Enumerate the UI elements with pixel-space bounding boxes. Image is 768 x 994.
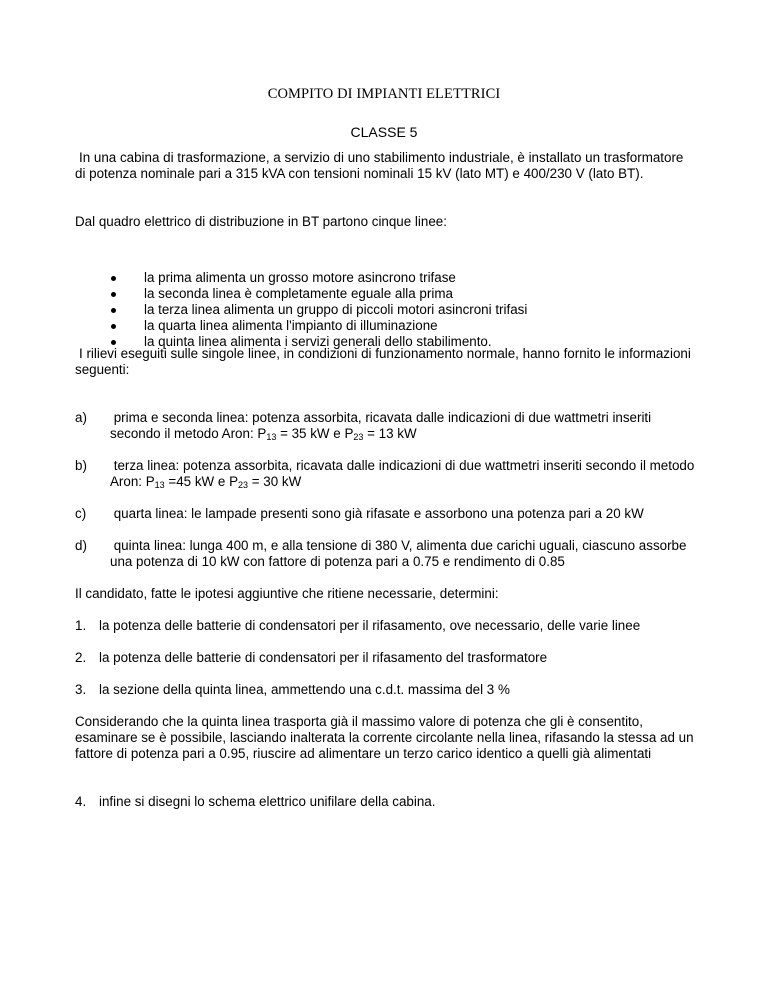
question-text: la sezione della quinta linea, ammettendo una c.d.t. massima del 3 % <box>99 682 510 697</box>
considerando-paragraph: Considerando che la quinta linea trasporta già il massimo valore di potenza che gli è consentito, esaminare se è possibile, lasciando inalterata la corrente circolante nella linea, rifasando la stessa ad un fattore di potenza pari a 0.95, riuscire ad alimentare un terzo carico identico a quelli già alimentati <box>75 714 694 761</box>
item-text: quarta linea: le lampade presenti sono già rifasate e assorbono una potenza pari a 20 kW <box>113 506 644 521</box>
candidato-paragraph: Il candidato, fatte le ipotesi aggiuntive che ritiene necessarie, determini: <box>75 586 499 601</box>
bullet-icon <box>111 276 116 281</box>
question-text: la potenza delle batterie di condensatori per il rifasamento del trasformatore <box>99 650 548 665</box>
bullet-icon <box>111 308 116 313</box>
question-label: 4. <box>75 794 87 809</box>
lines-list <box>108 270 668 350</box>
item-label: c) <box>75 506 87 521</box>
question-text: infine si disegni lo schema elettrico unifilare della cabina. <box>99 794 436 809</box>
intro-paragraph: In una cabina di trasformazione, a servizio di uno stabilimento industriale, è installato un trasformatore di potenza nominale pari a 315 kVA con tensioni nominali 15 kV (lato MT) e 400/230 V (lato BT). <box>75 150 684 181</box>
item-label: d) <box>75 538 87 553</box>
item-label: a) <box>75 410 87 425</box>
bullet-icon <box>111 340 116 345</box>
question-label: 1. <box>75 618 87 633</box>
lines-intro-paragraph: Dal quadro elettrico di distribuzione in BT partono cinque linee: <box>75 214 447 229</box>
rilievi-intro-paragraph: I rilievi eseguiti sulle singole linee, in condizioni di funzionamento normale, hanno fornito le informazioni seguenti: <box>75 346 691 377</box>
question-text: la potenza delle batterie di condensatori per il rifasamento, ove necessario, delle varie linee <box>99 618 641 633</box>
question-label: 3. <box>75 682 87 697</box>
list-item: la quarta linea alimenta l'impianto di illuminazione <box>108 318 668 334</box>
class-heading: CLASSE 5 <box>350 124 418 140</box>
bullet-icon <box>111 324 116 329</box>
item-label: b) <box>75 458 87 473</box>
bullet-icon <box>111 292 116 297</box>
item-text: prima e seconda linea: potenza assorbita, ricavata dalle indicazioni di due wattmetri inseriti secondo il metodo Aron: $P_{13} = 35$ kW e $P_{23} = 13$ kW <box>110 410 652 442</box>
question-label: 2. <box>75 650 87 665</box>
item-text: quinta linea: lunga 400 m, e alla tensione di 380 V, alimenta due carichi uguali, ciascuno assorbe una potenza di 10 kW con fattore di potenza pari a 0.75 e rendimento di 0.85 <box>110 538 687 569</box>
list-item: la prima alimenta un grosso motore asincrono trifase <box>108 270 668 286</box>
item-text: terza linea: potenza assorbita, ricavata dalle indicazioni di due wattmetri inseriti secondo il metodo Aron: $P_{13} =45$ kW e $P_{23} = 30$ kW <box>110 458 695 490</box>
list-item: la seconda linea è completamente eguale alla prima <box>108 286 668 302</box>
list-item: la quinta linea alimenta i servizi generali dello stabilimento. <box>108 334 668 350</box>
document-title: COMPITO DI IMPIANTI ELETTRICI <box>267 86 501 102</box>
list-item: la terza linea alimenta un gruppo di piccoli motori asincroni trifasi <box>108 302 668 318</box>
